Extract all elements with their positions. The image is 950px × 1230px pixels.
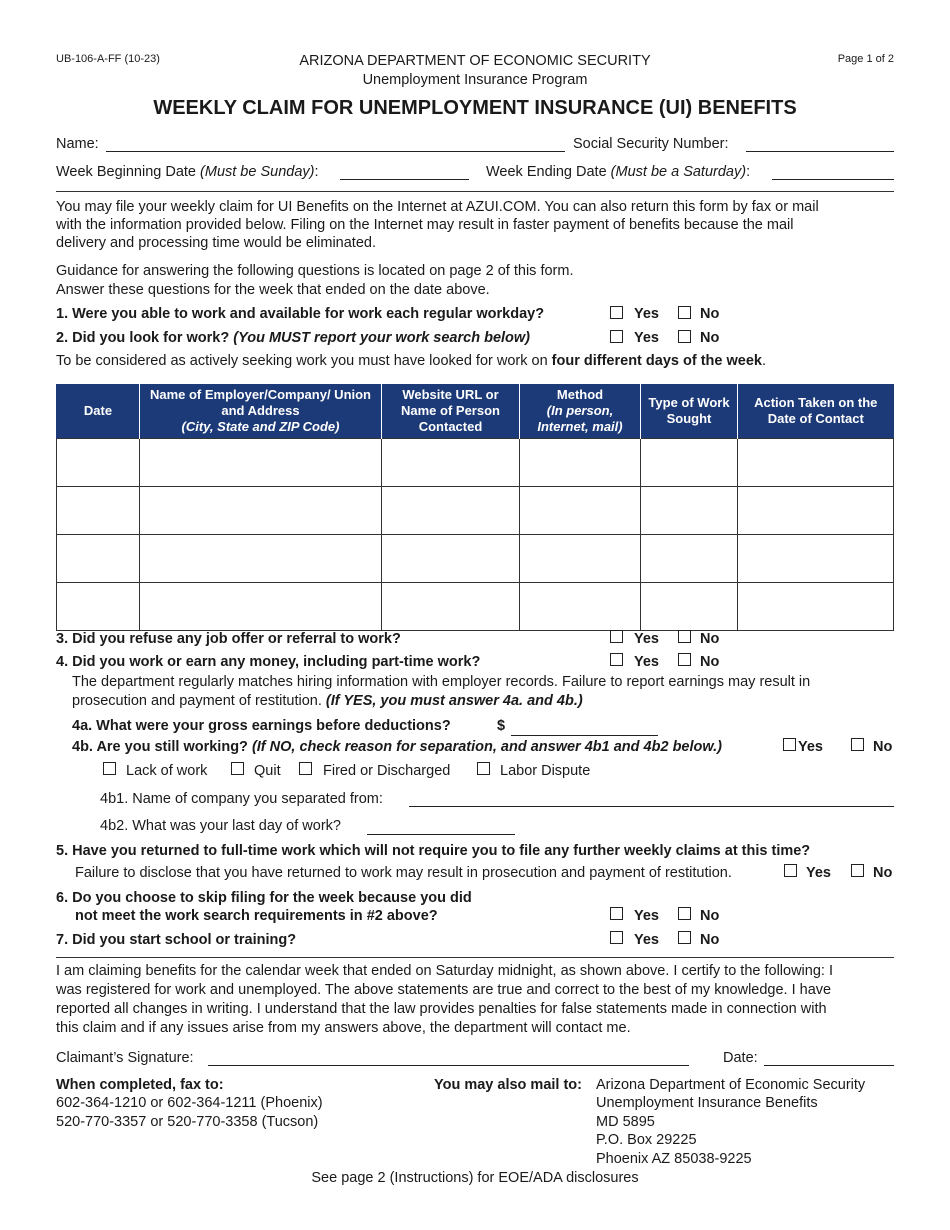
q2-yes-checkbox[interactable] <box>610 330 623 343</box>
fax-tucson: 520-770-3357 or 520-770-3358 (Tucson) <box>56 1114 319 1130</box>
col-header-work-type: Type of Work Sought <box>641 384 738 439</box>
week-begin-field[interactable] <box>340 179 469 180</box>
col-header-website: Website URL or Name of Person Contacted <box>382 384 520 439</box>
week-end-label: Week Ending Date (Must be a Saturday): <box>486 164 751 180</box>
table-cell[interactable] <box>738 439 894 487</box>
question-3: 3. Did you refuse any job offer or referral to work? <box>56 631 401 647</box>
q1-yes-checkbox[interactable] <box>610 306 623 319</box>
intro-line-3: delivery and processing time would be eliminated. <box>56 235 376 251</box>
q4-note-line-2: prosecution and payment of restitution. (If YES, you must answer 4a. and 4b.) <box>72 693 583 709</box>
question-6: 6. Do you choose to skip filing for the week because you did <box>56 890 472 906</box>
q1-no-checkbox[interactable] <box>678 306 691 319</box>
table-cell[interactable] <box>520 487 641 535</box>
reason-fired-checkbox[interactable] <box>299 762 312 775</box>
question-7: 7. Did you start school or training? <box>56 932 297 948</box>
work-search-requirement: To be considered as actively seeking work you must have looked for work on four different days of the week. <box>56 353 766 369</box>
reason-fired-label: Fired or Discharged <box>323 763 451 779</box>
dollar-sign: $ <box>497 718 506 734</box>
week-begin-label: Week Beginning Date (Must be Sunday): <box>56 164 319 180</box>
question-4a: 4a. What were your gross earnings before deductions? <box>72 718 451 734</box>
table-cell[interactable] <box>641 535 738 583</box>
table-row <box>57 583 894 631</box>
certification-line-1: I am claiming benefits for the calendar week that ended on Saturday midnight, as shown above. I certify to the following: I <box>56 963 833 979</box>
certification-line-2: was registered for work and unemployed. The above statements are true and correct to the best of my knowledge. I have <box>56 982 832 998</box>
fax-phoenix: 602-364-1210 or 602-364-1211 (Phoenix) <box>56 1095 323 1111</box>
reason-quit-label: Quit <box>254 763 281 779</box>
name-field[interactable] <box>106 151 565 152</box>
question-4: 4. Did you work or earn any money, including part-time work? <box>56 654 481 670</box>
table-cell[interactable] <box>641 583 738 631</box>
divider <box>56 191 894 192</box>
q3-no-checkbox[interactable] <box>678 630 691 643</box>
table-cell[interactable] <box>738 487 894 535</box>
certification-line-3: reported all changes in writing. I understand that the law provides penalties for false statements made in connection with <box>56 1001 827 1017</box>
q5-yes-label: Yes <box>806 865 831 881</box>
table-cell[interactable] <box>140 439 382 487</box>
q2-no-label: No <box>700 330 720 346</box>
table-cell[interactable] <box>140 535 382 583</box>
guidance-line-1: Guidance for answering the following questions is located on page 2 of this form. <box>56 263 574 279</box>
mail-address-line: Unemployment Insurance Benefits <box>596 1095 818 1111</box>
q3-yes-label: Yes <box>634 631 659 647</box>
reason-lack-of-work-label: Lack of work <box>126 763 208 779</box>
divider <box>56 957 894 958</box>
reason-quit-checkbox[interactable] <box>231 762 244 775</box>
mail-address-line: P.O. Box 29225 <box>596 1132 697 1148</box>
table-row <box>57 535 894 583</box>
q1-yes-label: Yes <box>634 306 659 322</box>
table-cell[interactable] <box>57 439 140 487</box>
q4-no-label: No <box>700 654 720 670</box>
gross-earnings-field[interactable] <box>511 735 658 736</box>
table-cell[interactable] <box>57 487 140 535</box>
table-cell[interactable] <box>57 535 140 583</box>
table-cell[interactable] <box>641 439 738 487</box>
reason-labor-dispute-checkbox[interactable] <box>477 762 490 775</box>
question-6-continued: not meet the work search requirements in #2 above? <box>75 908 438 924</box>
q5-yes-checkbox[interactable] <box>784 864 797 877</box>
q5-no-label: No <box>873 865 893 881</box>
q7-yes-label: Yes <box>634 932 659 948</box>
q4b-yes-label: Yes <box>798 739 823 755</box>
table-cell[interactable] <box>382 487 520 535</box>
certification-line-4: this claim and if any issues arise from my answers above, the department will contact me. <box>56 1020 631 1036</box>
table-cell[interactable] <box>57 583 140 631</box>
page-number: Page 1 of 2 <box>837 53 894 65</box>
table-row <box>57 487 894 535</box>
table-cell[interactable] <box>641 487 738 535</box>
q7-yes-checkbox[interactable] <box>610 931 623 944</box>
q5-no-checkbox[interactable] <box>851 864 864 877</box>
table-cell[interactable] <box>382 535 520 583</box>
signature-label: Claimant’s Signature: <box>56 1050 194 1066</box>
q4-note-line-1: The department regularly matches hiring information with employer records. Failure to report earnings may result in <box>72 674 811 690</box>
name-label: Name: <box>56 136 99 152</box>
table-header-row <box>57 384 894 439</box>
mail-address-line: Phoenix AZ 85038-9225 <box>596 1151 752 1167</box>
table-cell[interactable] <box>738 535 894 583</box>
q7-no-label: No <box>700 932 720 948</box>
q6-no-checkbox[interactable] <box>678 907 691 920</box>
table-cell[interactable] <box>520 535 641 583</box>
program-name: Unemployment Insurance Program <box>362 72 588 88</box>
table-cell[interactable] <box>140 487 382 535</box>
q3-yes-checkbox[interactable] <box>610 630 623 643</box>
table-cell[interactable] <box>382 583 520 631</box>
question-4b1: 4b1. Name of company you separated from: <box>100 791 383 807</box>
agency-name: ARIZONA DEPARTMENT OF ECONOMIC SECURITY <box>299 53 651 69</box>
mail-address-line: MD 5895 <box>596 1114 655 1130</box>
last-day-field[interactable] <box>367 834 515 835</box>
work-search-table <box>56 384 894 631</box>
reason-lack-of-work-checkbox[interactable] <box>103 762 116 775</box>
ssn-label: Social Security Number: <box>573 136 729 152</box>
question-1: 1. Were you able to work and available for work each regular workday? <box>56 306 545 322</box>
col-header-action: Action Taken on the Date of Contact <box>738 384 894 439</box>
reason-labor-dispute-label: Labor Dispute <box>500 763 591 779</box>
q4b-no-checkbox[interactable] <box>851 738 864 751</box>
q2-no-checkbox[interactable] <box>678 330 691 343</box>
intro-line-2: with the information provided below. Filing on the Internet may result in faster payment of benefits because the mail <box>56 217 794 233</box>
fax-title: When completed, fax to: <box>56 1077 224 1093</box>
table-cell[interactable] <box>738 583 894 631</box>
intro-line-1: You may file your weekly claim for UI Benefits on the Internet at AZUI.COM. You can also return this form by fax or mail <box>56 199 819 215</box>
separated-company-field[interactable] <box>409 806 894 807</box>
q6-yes-label: Yes <box>634 908 659 924</box>
table-row <box>57 439 894 487</box>
mail-title: You may also mail to: <box>434 1077 582 1093</box>
date-label: Date: <box>723 1050 758 1066</box>
q1-no-label: No <box>700 306 720 322</box>
week-end-field[interactable] <box>772 179 894 180</box>
q6-no-label: No <box>700 908 720 924</box>
mail-address-line: Arizona Department of Economic Security <box>596 1077 866 1093</box>
question-2: 2. Did you look for work? (You MUST report your work search below) <box>56 330 531 346</box>
disclosure-note: See page 2 (Instructions) for EOE/ADA disclosures <box>311 1170 639 1186</box>
q6-yes-checkbox[interactable] <box>610 907 623 920</box>
question-5: 5. Have you returned to full-time work which will not require you to file any further weekly claims at this time? <box>56 843 811 859</box>
question-4b: 4b. Are you still working? (If NO, check reason for separation, and answer 4b1 and 4b2 below.) <box>72 739 722 755</box>
table-cell[interactable] <box>140 583 382 631</box>
form-title: WEEKLY CLAIM FOR UNEMPLOYMENT INSURANCE (UI) BENEFITS <box>153 97 797 119</box>
q4-no-checkbox[interactable] <box>678 653 691 666</box>
signature-field[interactable] <box>208 1065 689 1066</box>
q2-yes-label: Yes <box>634 330 659 346</box>
table-cell[interactable] <box>382 439 520 487</box>
q4-yes-checkbox[interactable] <box>610 653 623 666</box>
col-header-employer: Name of Employer/Company/ Union and Address (City, State and ZIP Code) <box>140 384 382 439</box>
date-field[interactable] <box>764 1065 894 1066</box>
question-4b2: 4b2. What was your last day of work? <box>100 818 341 834</box>
col-header-method: Method (In person, Internet, mail) <box>520 384 641 439</box>
q3-no-label: No <box>700 631 720 647</box>
q4b-yes-checkbox[interactable] <box>783 738 796 751</box>
form-id: UB-106-A-FF (10-23) <box>56 53 160 65</box>
guidance-line-2: Answer these questions for the week that ended on the date above. <box>56 282 490 298</box>
table-cell[interactable] <box>520 583 641 631</box>
table-cell[interactable] <box>520 439 641 487</box>
ssn-field[interactable] <box>746 151 894 152</box>
q5-note: Failure to disclose that you have returned to work may result in prosecution and payment of restitution. <box>75 865 732 881</box>
q4b-no-label: No <box>873 739 893 755</box>
q4-yes-label: Yes <box>634 654 659 670</box>
q7-no-checkbox[interactable] <box>678 931 691 944</box>
col-header-date: Date <box>57 384 140 439</box>
